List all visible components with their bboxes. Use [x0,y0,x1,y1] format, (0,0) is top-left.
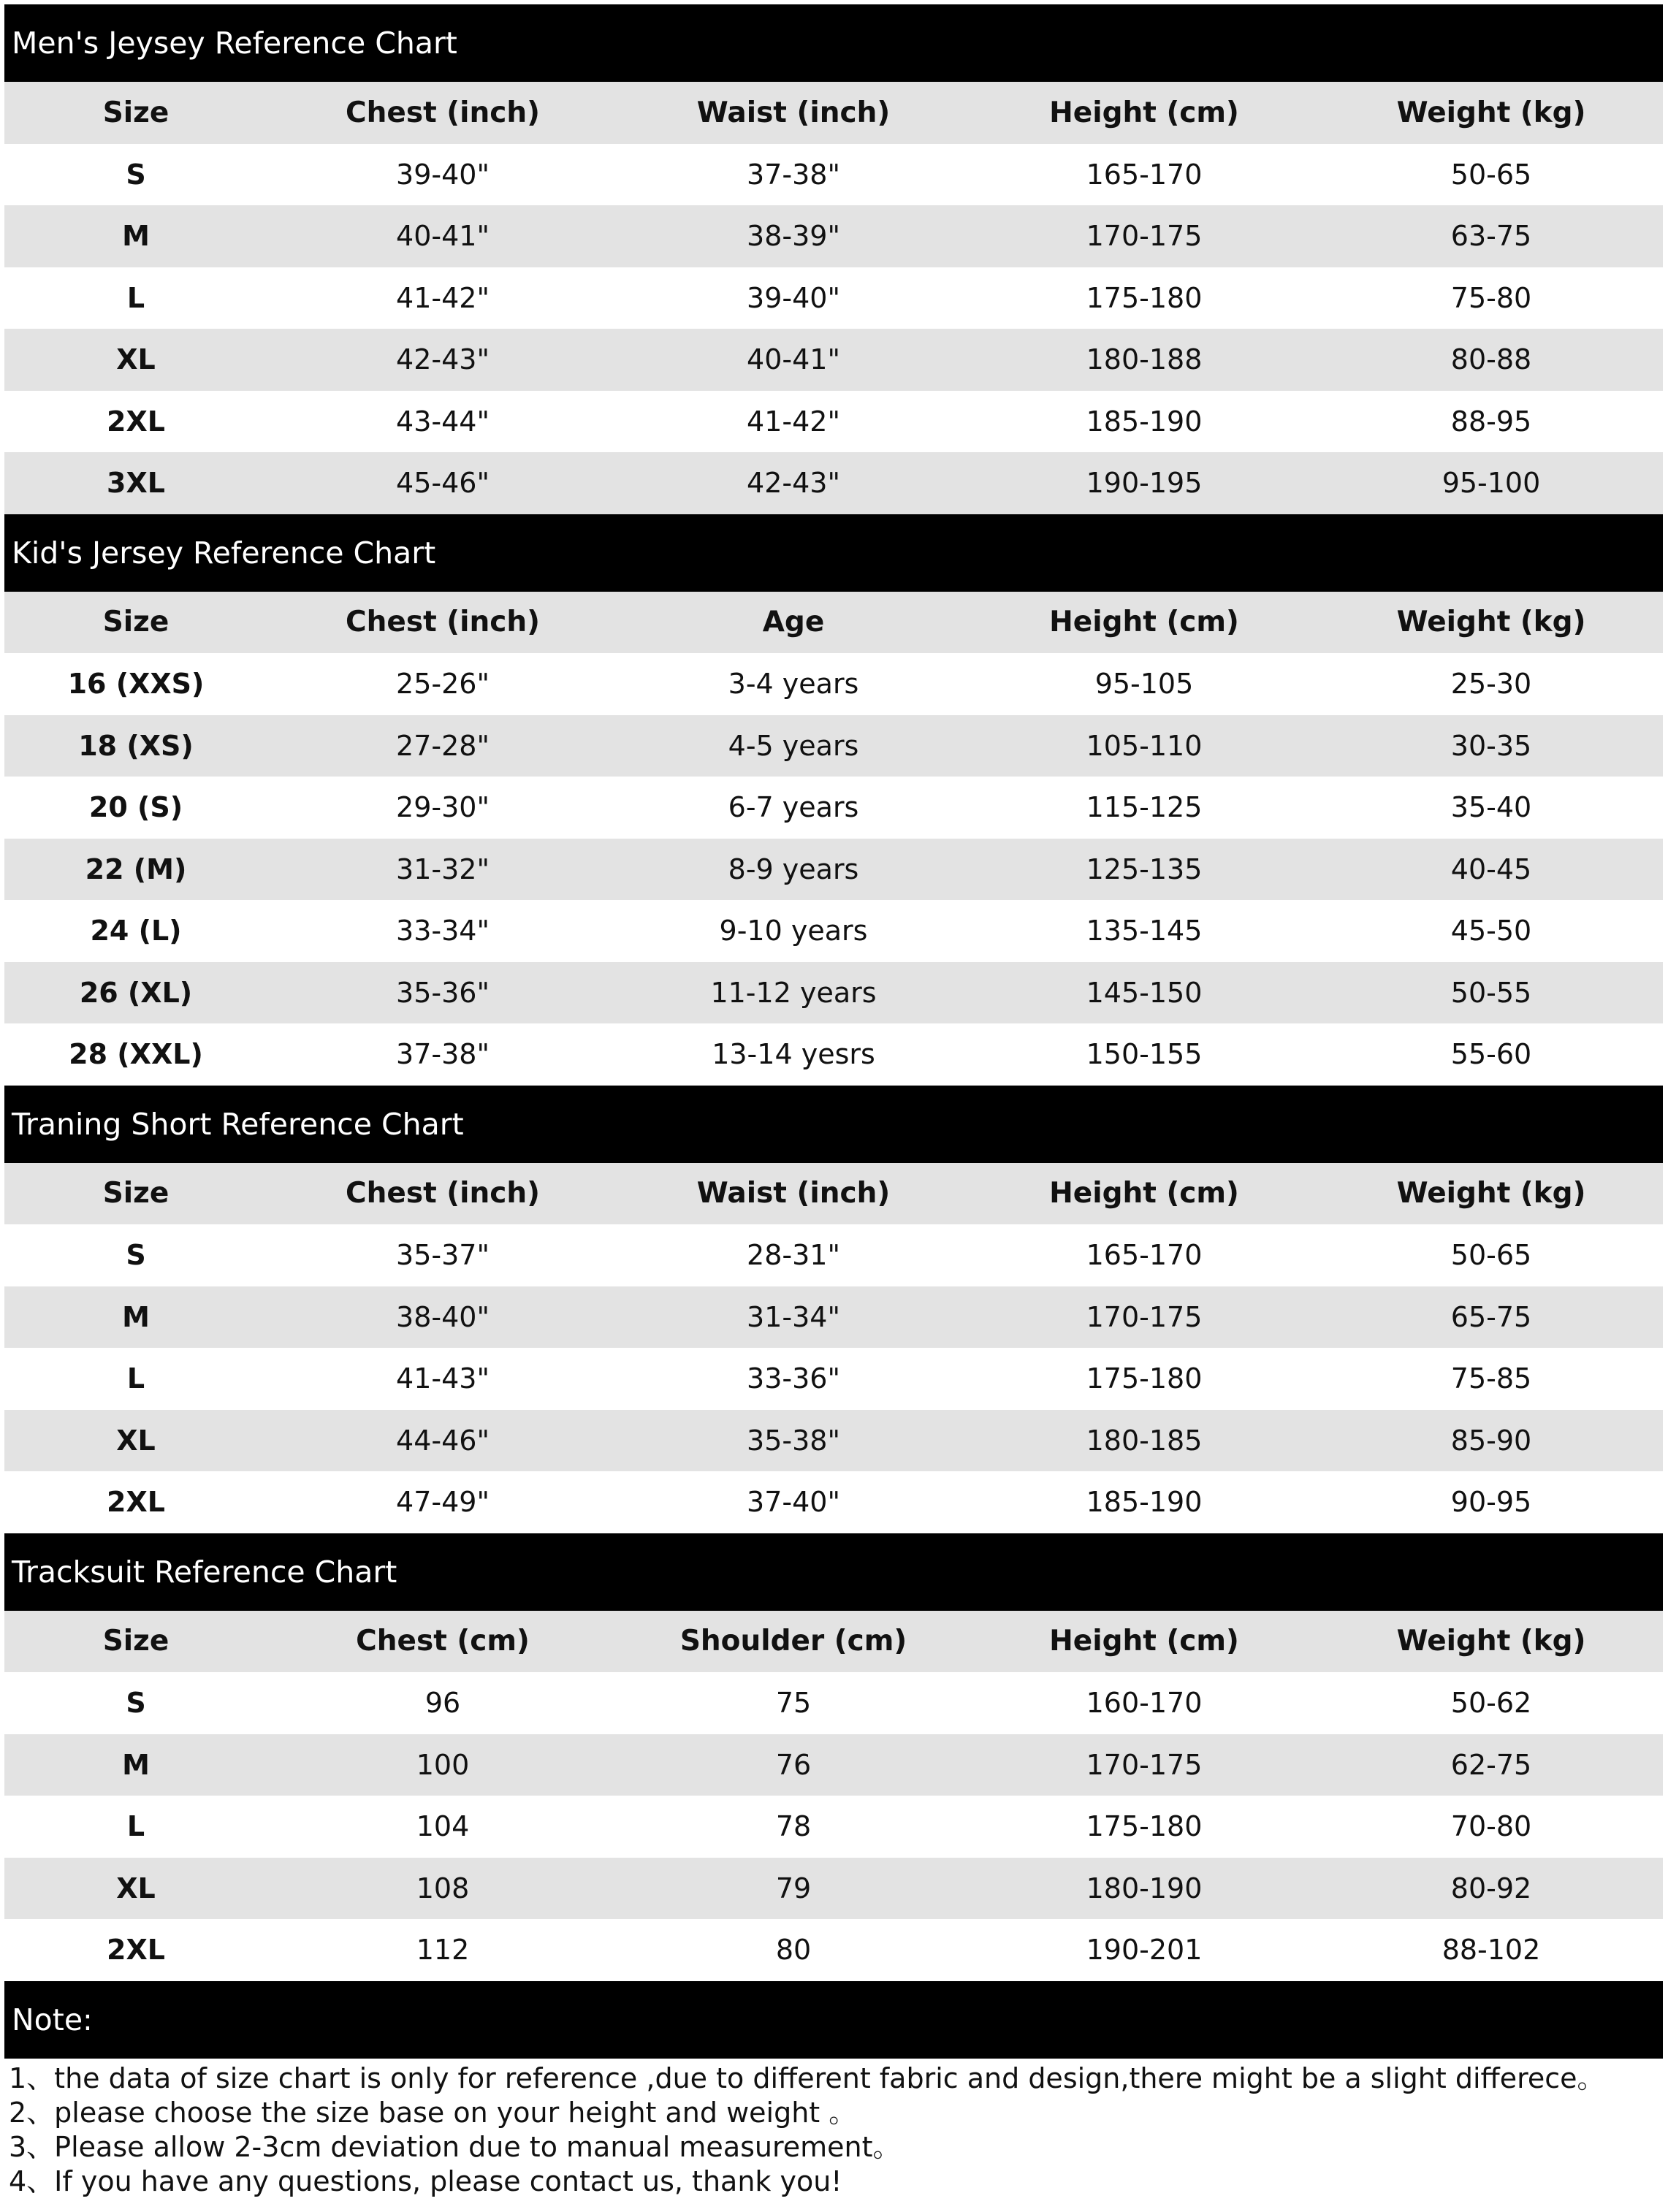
note-line: 4、If you have any questions, please contact us, thank you! [9,2165,842,2197]
size-cell: 3XL [107,467,165,500]
table-row [4,1023,1663,1086]
table-cell: 50-62 [1450,1687,1532,1720]
table-cell: 125-135 [1086,853,1203,885]
table-row [4,267,1663,329]
column-header: Height (cm) [1049,1625,1239,1658]
column-header: Height (cm) [1049,1177,1239,1210]
table-cell: 95-100 [1442,467,1541,500]
size-cell: XL [116,343,156,376]
table-cell: 80-92 [1450,1872,1532,1904]
notes-title: Note: [4,1981,1663,2059]
size-cell: 20 (S) [88,791,183,824]
table-cell: 40-45 [1450,853,1532,885]
size-cell: 2XL [107,1934,165,1967]
table-cell: 190-195 [1086,467,1203,500]
size-cell: L [126,1810,145,1843]
table-cell: 165-170 [1086,158,1203,191]
table-row [4,900,1663,962]
table-cell: 13-14 yesrs [712,1038,875,1071]
table-cell: 30-35 [1450,729,1532,762]
column-header: Height (cm) [1049,606,1239,639]
size-cell: 28 (XXL) [69,1038,203,1071]
table-cell: 175-180 [1086,1362,1203,1395]
table-cell: 33-34" [396,915,490,947]
table-cell: 27-28" [396,729,490,762]
table-cell: 180-188 [1086,343,1203,376]
table-row [4,653,1663,715]
table-row [4,839,1663,901]
table-cell: 108 [416,1872,470,1904]
table-header-row [4,592,1663,654]
column-header: Chest (inch) [346,96,540,129]
column-header: Size [102,96,170,129]
table-cell: 50-65 [1450,158,1532,191]
table-cell: 65-75 [1450,1300,1532,1333]
size-cell: 26 (XL) [79,976,193,1009]
table-row [4,1858,1663,1920]
size-cell: L [126,281,145,314]
table-cell: 39-40" [396,158,490,191]
table-cell: 37-38" [396,1038,490,1071]
training-short-chart [4,1086,1663,1533]
table-cell: 115-125 [1086,791,1203,824]
table-cell: 42-43" [747,467,840,500]
table-cell: 6-7 years [728,791,859,824]
table-cell: 33-36" [747,1362,840,1395]
size-cell: M [122,220,150,253]
column-header: Age [762,606,825,639]
column-header: Chest (inch) [346,1177,540,1210]
table-cell: 88-95 [1450,405,1532,438]
table-cell: 38-39" [747,220,840,253]
table-cell: 4-5 years [728,729,859,762]
table-cell: 43-44" [396,405,490,438]
table-cell: 95-105 [1094,668,1194,701]
table-row [4,452,1663,514]
table-cell: 180-190 [1086,1872,1203,1904]
table-cell: 112 [416,1934,470,1967]
table-cell: 39-40" [747,281,840,314]
table-cell: 76 [775,1748,812,1781]
table-cell: 47-49" [396,1486,490,1519]
table-cell: 45-46" [396,467,490,500]
size-cell: 24 (L) [90,915,182,947]
table-cell: 50-65 [1450,1239,1532,1272]
size-cell: 2XL [107,1486,165,1519]
column-header: Size [102,1625,170,1658]
notes-list [4,2059,1663,2199]
column-header: Weight (kg) [1396,96,1586,129]
column-header: Size [102,1177,170,1210]
table-row [4,144,1663,206]
table-cell: 88-102 [1442,1934,1541,1967]
table-row [4,715,1663,777]
mens-jersey-chart [4,4,1663,514]
table-cell: 25-30 [1450,668,1532,701]
table-cell: 40-41" [396,220,490,253]
size-cell: XL [116,1872,156,1904]
table-cell: 37-40" [747,1486,840,1519]
table-cell: 180-185 [1086,1424,1203,1457]
table-cell: 135-145 [1086,915,1203,947]
table-cell: 75-85 [1450,1362,1532,1395]
table-row [4,205,1663,267]
table-cell: 78 [775,1810,812,1843]
table-row [4,329,1663,391]
size-cell: XL [116,1424,156,1457]
table-cell: 160-170 [1086,1687,1203,1720]
table-cell: 100 [416,1748,470,1781]
column-header: Shoulder (cm) [679,1625,907,1658]
table-cell: 40-41" [747,343,840,376]
table-cell: 42-43" [396,343,490,376]
table-cell: 41-42" [396,281,490,314]
table-cell: 35-40 [1450,791,1532,824]
size-cell: 18 (XS) [78,729,194,762]
column-header: Size [102,606,170,639]
column-header: Chest (cm) [356,1625,530,1658]
section-title: Tracksuit Reference Chart [4,1533,1663,1611]
table-cell: 8-9 years [728,853,859,885]
table-cell: 41-42" [747,405,840,438]
table-cell: 170-175 [1086,1300,1203,1333]
note-line: 2、please choose the size base on your height and weight 。 [9,2096,857,2129]
size-cell: S [126,158,146,191]
table-row [4,1224,1663,1286]
table-cell: 9-10 years [719,915,868,947]
table-cell: 70-80 [1450,1810,1532,1843]
table-row [4,777,1663,839]
table-row [4,1734,1663,1796]
table-row [4,1348,1663,1410]
table-cell: 96 [424,1687,461,1720]
size-cell: L [126,1362,145,1395]
table-cell: 85-90 [1450,1424,1532,1457]
table-cell: 75-80 [1450,281,1532,314]
size-cell: 22 (M) [85,853,187,885]
table-cell: 185-190 [1086,405,1203,438]
table-cell: 29-30" [396,791,490,824]
table-row [4,1286,1663,1349]
table-cell: 80 [775,1934,812,1967]
size-cell: 2XL [107,405,165,438]
table-cell: 175-180 [1086,1810,1203,1843]
table-cell: 50-55 [1450,976,1532,1009]
table-cell: 105-110 [1086,729,1203,762]
size-cell: S [126,1687,146,1720]
section-title: Men's Jeysey Reference Chart [4,4,1663,82]
column-header: Height (cm) [1049,96,1239,129]
size-cell: 16 (XXS) [67,668,205,701]
table-row [4,962,1663,1024]
table-cell: 190-201 [1086,1934,1203,1967]
table-cell: 165-170 [1086,1239,1203,1272]
section-title: Kid's Jersey Reference Chart [4,514,1663,592]
section-title: Traning Short Reference Chart [4,1086,1663,1163]
table-cell: 35-38" [747,1424,840,1457]
table-row [4,1471,1663,1533]
table-cell: 45-50 [1450,915,1532,947]
kids-jersey-chart [4,514,1663,1086]
table-cell: 79 [775,1872,812,1904]
table-cell: 62-75 [1450,1748,1532,1781]
note-line: 3、Please allow 2-3cm deviation due to manual measurement。 [9,2130,901,2163]
table-cell: 35-37" [396,1239,490,1272]
table-cell: 38-40" [396,1300,490,1333]
table-cell: 37-38" [747,158,840,191]
size-chart-page [4,4,1663,2199]
column-header: Waist (inch) [696,1177,891,1210]
table-cell: 185-190 [1086,1486,1203,1519]
table-cell: 63-75 [1450,220,1532,253]
size-cell: S [126,1239,146,1272]
table-header-row [4,1163,1663,1225]
column-header: Weight (kg) [1396,606,1586,639]
table-header-row [4,82,1663,144]
table-cell: 31-34" [747,1300,840,1333]
table-row [4,1919,1663,1981]
table-cell: 170-175 [1086,1748,1203,1781]
column-header: Weight (kg) [1396,1177,1586,1210]
table-cell: 145-150 [1086,976,1203,1009]
table-cell: 41-43" [396,1362,490,1395]
table-row [4,1410,1663,1472]
table-cell: 150-155 [1086,1038,1203,1071]
table-header-row [4,1611,1663,1673]
table-cell: 55-60 [1450,1038,1532,1071]
table-cell: 35-36" [396,976,490,1009]
table-cell: 28-31" [747,1239,840,1272]
note-line: 1、the data of size chart is only for reference ,due to different fabric and design,there might be a slight differece。 [9,2062,1605,2094]
table-cell: 170-175 [1086,220,1203,253]
notes-section [4,1981,1663,2199]
table-cell: 104 [416,1810,470,1843]
table-cell: 25-26" [396,668,490,701]
table-row [4,1672,1663,1734]
table-cell: 44-46" [396,1424,490,1457]
table-cell: 11-12 years [710,976,877,1009]
tracksuit-chart [4,1533,1663,1981]
table-cell: 31-32" [396,853,490,885]
column-header: Waist (inch) [696,96,891,129]
table-row [4,1796,1663,1858]
table-cell: 75 [775,1687,812,1720]
column-header: Weight (kg) [1396,1625,1586,1658]
table-cell: 90-95 [1450,1486,1532,1519]
column-header: Chest (inch) [346,606,540,639]
size-cell: M [122,1300,150,1333]
table-cell: 3-4 years [728,668,859,701]
size-cell: M [122,1748,150,1781]
table-cell: 80-88 [1450,343,1532,376]
table-cell: 175-180 [1086,281,1203,314]
table-row [4,391,1663,453]
